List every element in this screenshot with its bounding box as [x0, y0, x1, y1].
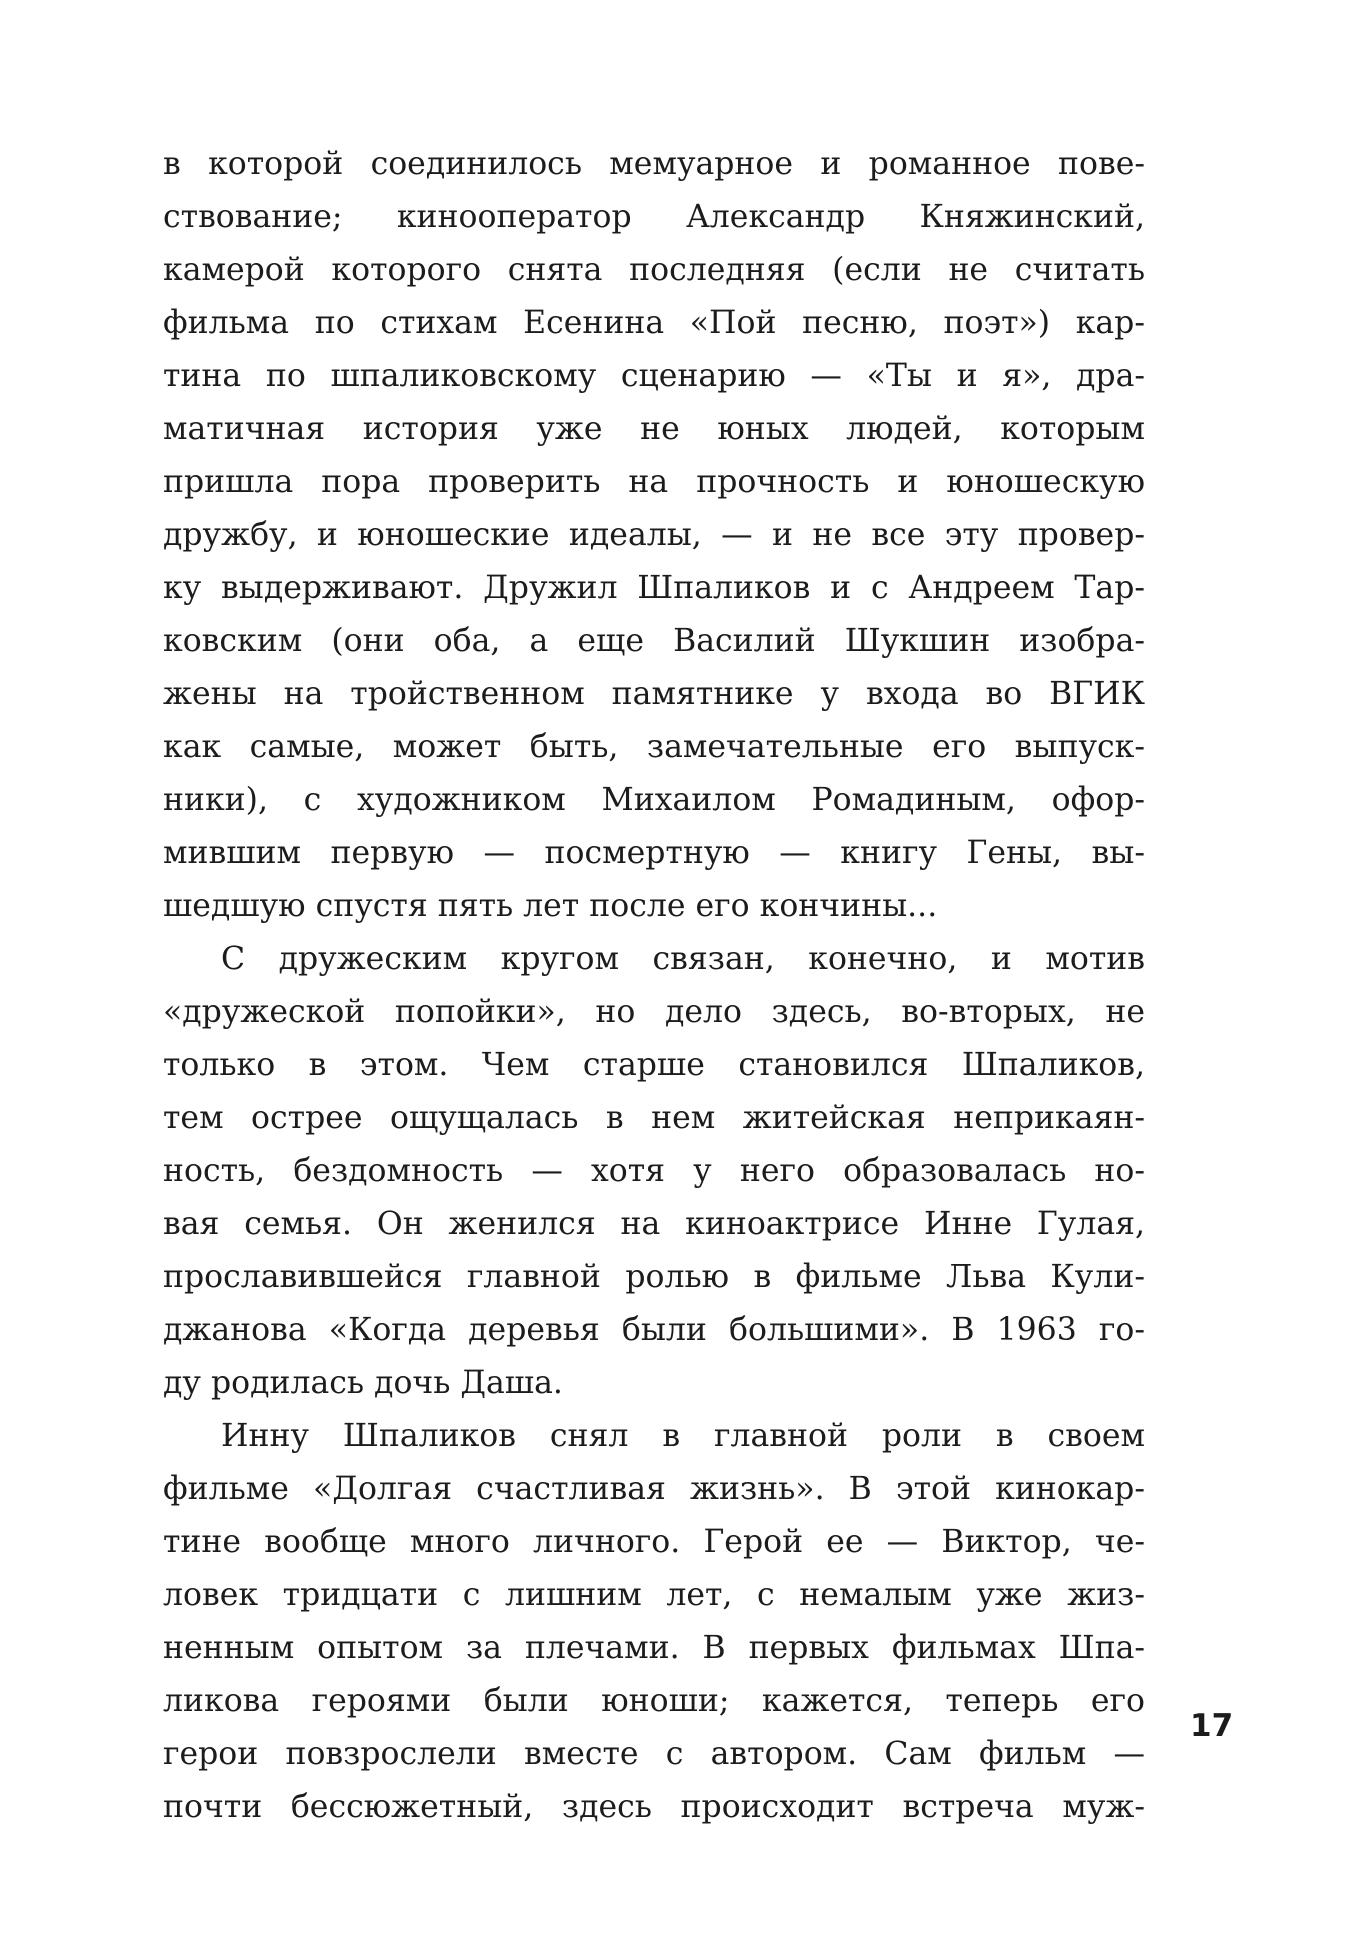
text-line: джанова «Когда деревья были большими». В 1963 го-: [163, 1312, 1145, 1348]
text-line: дружбу, и юношеские идеалы, — и не все эту провер-: [163, 517, 1145, 553]
text-line: «дружеской попойки», но дело здесь, во-вторых, не: [163, 994, 1145, 1030]
text-line: герои повзрослели вместе с автором. Сам фильм —: [163, 1736, 1145, 1772]
text-line: прославившейся главной ролью в фильме Льва Кули-: [163, 1259, 1145, 1295]
text-line: матичная история уже не юных людей, которым: [163, 411, 1145, 447]
text-line: мившим первую — посмертную — книгу Гены, вы-: [163, 835, 1145, 871]
paragraph-first-line: С дружеским кругом связан, конечно, и мотив: [221, 941, 1145, 977]
text-line: тине вообще много личного. Герой ее — Виктор, че-: [163, 1524, 1145, 1560]
text-line: ликова героями были юноши; кажется, теперь его: [163, 1683, 1145, 1719]
text-line: камерой которого снята последняя (если не считать: [163, 252, 1145, 288]
text-line: тем острее ощущалась в нем житейская неприкаян-: [163, 1100, 1145, 1136]
text-line: пришла пора проверить на прочность и юношескую: [163, 464, 1145, 500]
text-line: только в этом. Чем старше становился Шпаликов,: [163, 1047, 1145, 1083]
body-text: [163, 138, 1145, 1834]
text-line: вая семья. Он женился на киноактрисе Инне Гулая,: [163, 1206, 1145, 1242]
text-line: шедшую спустя пять лет после его кончины...: [163, 888, 938, 924]
text-line: ствование; кинооператор Александр Княжинский,: [163, 199, 1145, 235]
paragraph-first-line: Инну Шпаликов снял в главной роли в своем: [221, 1418, 1145, 1454]
text-line: как самые, может быть, замечательные его выпуск-: [163, 729, 1145, 765]
text-line: ники), с художником Михаилом Ромадиным, офор-: [163, 782, 1145, 818]
text-line: жены на тройственном памятнике у входа во ВГИК: [163, 676, 1145, 712]
text-line: почти бессюжетный, здесь происходит встреча муж-: [163, 1789, 1145, 1825]
text-line: фильма по стихам Есенина «Пой песню, поэт») кар-: [163, 305, 1145, 341]
text-line: ность, бездомность — хотя у него образовалась но-: [163, 1153, 1145, 1189]
text-line: ненным опытом за плечами. В первых фильмах Шпа-: [163, 1630, 1145, 1666]
text-line: ду родилась дочь Даша.: [163, 1365, 563, 1401]
text-line: ловек тридцати с лишним лет, с немалым уже жиз-: [163, 1577, 1145, 1613]
text-line: ковским (они оба, а еще Василий Шукшин изобра-: [163, 623, 1145, 659]
text-line: в которой соединилось мемуарное и романное пове-: [163, 146, 1145, 182]
text-line: фильме «Долгая счастливая жизнь». В этой кинокар-: [163, 1471, 1145, 1507]
text-line: ку выдерживают. Дружил Шпаликов и с Андреем Тар-: [163, 570, 1145, 606]
text-line: тина по шпаликовскому сценарию — «Ты и я», дра-: [163, 358, 1145, 394]
page-number: 17: [1190, 1708, 1234, 1744]
